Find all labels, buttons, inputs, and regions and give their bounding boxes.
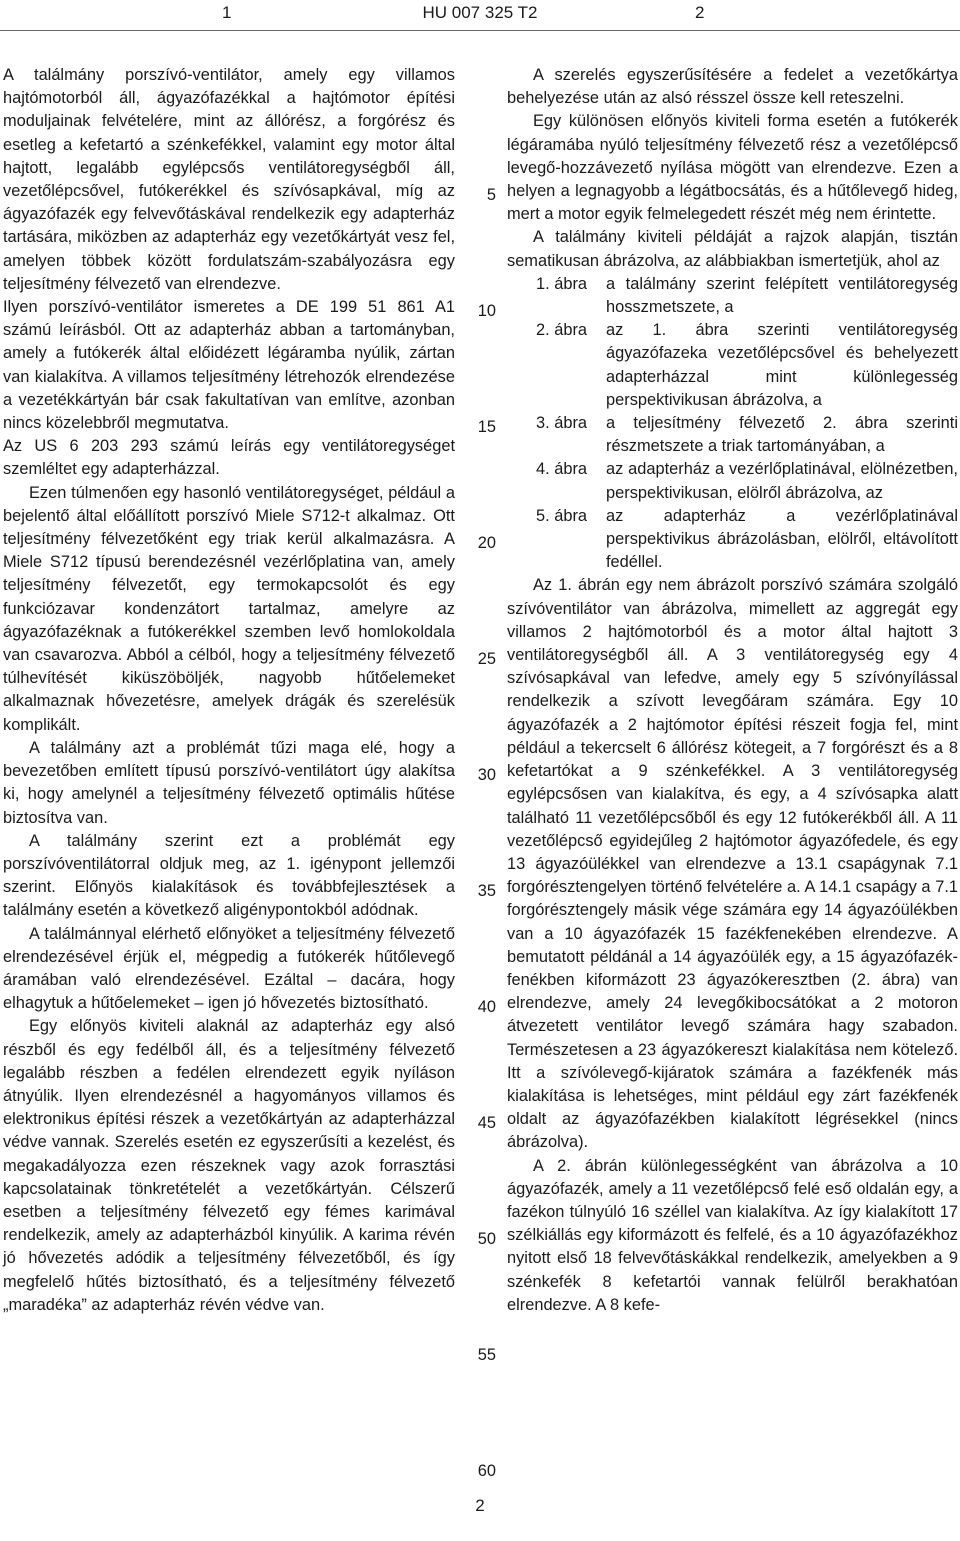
line-number: 15 xyxy=(477,418,496,436)
paragraph: Egy előnyös kiviteli alaknál az adapterház egy alsó részből és egy fedélből áll, és a teljesítmény félvezető legalább részben a fedélen elrendezett egyik nyíláson átnyúlik. Ilyen elrendezésnél a hagyományos villamos és elektronikus építési részek a vezetőkártyán az adapterházzal védve vannak. Szerelés esetén ez egyszerűsíti a kezelést, és megakadályozza ezen részeknek vagy azok forrasztási kapcsolatainak tönkretételét a vezetőkártyán. Célszerű esetben a teljesítmény félvezető egy fémes karimával rendelkezik, amely az adapterházból kinyúlik. A karima révén jó hővezetés adódik a teljesítmény félvezetőből, és így megfelelő hűtés biztosítható, és a teljesítmény félvezető „maradéka” az adapterház révén védve van. xyxy=(3,1017,455,1314)
figure-label: 5. ábra xyxy=(536,506,588,525)
page-header xyxy=(0,0,960,30)
page-footer: 2 xyxy=(475,1496,485,1515)
paragraph: A találmány azt a problémát tűzi maga elé, hogy a bevezetőben említett típusú porszívó-ventilátort úgy alakítsa ki, hogy amelynél a teljesítmény félvezető optimális hűtése biztosítva van. xyxy=(3,738,455,827)
figure-list xyxy=(507,273,958,575)
figure-item xyxy=(507,319,958,412)
line-number: 45 xyxy=(477,1114,496,1132)
right-column-body xyxy=(507,574,958,1317)
figure-item xyxy=(507,505,958,575)
paragraph: A találmány porszívó-ventilátor, amely egy villamos hajtómotorból áll, ágyazófazékkal a hajtómotor építési moduljainak felvételére, mint az állórész, a forgórész és esetleg a kefetartó a szénkefékkel, valamint egy motor által hajtott, legalább egylépcsős ventilátoregységből áll, vezetőlépcsővel, futókerékkel és szívósapkával, míg az ágyazófazék egy felvevőtáskával rendelkezik egy adapterház tartására, miközben az adapterház egy vezetőkártyát vesz fel, amelyen többek között fordulatszám-szabályozásra egy teljesítmény félvezető van elrendezve. xyxy=(3,66,455,293)
paragraph: A szerelés egyszerűsítésére a fedelet a vezetőkártya behelyezése után az alsó résszel össze kell reteszelni. xyxy=(507,66,958,108)
right-column xyxy=(507,64,958,1317)
right-column-intro xyxy=(507,64,958,273)
figure-description: a találmány szerint felépített ventilátoregység hosszmetszete, a xyxy=(606,274,958,317)
figure-item xyxy=(507,458,958,504)
line-number: 5 xyxy=(486,186,496,204)
paragraph: A 2. ábrán különlegességként van ábrázolva a 10 ágyazófazék, amely a 11 vezetőlépcső felé eső oldalán egy, a fazékon túlnyúló 16 széllel van kialakítva. Az így kialakított 17 szélkiállás egy kiformázott és felfelé, és a 10 ágyazófazékhoz nyitott első 18 felvevőtáskákkal rendelkezik, amelyekben a 9 szénkefék 8 kefetartói vannak felülről berakhatóan elrendezve. A 8 kefe- xyxy=(507,1156,958,1314)
figure-label: 3. ábra xyxy=(536,414,588,433)
figure-item xyxy=(507,273,958,319)
figure-description: az 1. ábra szerinti ventilátoregység ágyazófazeka vezetőlépcsővel és behelyezett adapterházzal mint különlegesség perspektivikusan ábrázolva, a xyxy=(606,321,958,409)
figure-label: 4. ábra xyxy=(536,460,588,479)
line-number: 50 xyxy=(477,1230,496,1248)
paragraph: Az US 6 203 293 számú leírás egy ventilátoregységet szemléltet egy adapterházzal. xyxy=(3,437,455,479)
paragraph: Az 1. ábrán egy nem ábrázolt porszívó számára szolgáló szívóventilátor van ábrázolva, mimellett az aggregát egy villamos 2 hajtómotorból és a motor által hajtott 3 ventilátoregységből áll. A 3 ventilátoregység egy 4 szívósapkával van lefedve, amely egy 5 szívónyílással rendelkezik a szívott levegőáram számára. Egy 10 ágyazófazék a 2 hajtómotor építési részeit fogja fel, mint például a tekercselt 6 állórész kötegeit, a 7 forgórészt és a 8 kefetartókat a 9 szénkefékkel. A 3 ventilátoregység egylépcsősen van kialakítva, és egy, a 4 szívósapka alatt található 11 vezetőlépcsőből és egy 12 futókerékből áll. A 11 vezetőlépcső egyidejűleg 2 hajtómotor ágyazófedele, és egy 13 ágyazóülékkel van elrendezve a 13.1 csapágynak 7.1 forgórésztengelyen történő felvételére a. A 14.1 csapágy a 7.1 forgórésztengely másik vége számára egy 14 ágyazóülékben van a 10 ágyazófazék 15 fazékfenekében elrendezve. A bemutatott példánál a 14 ágyazóülék egy, a 15 ágyazófazék-fenékben kiformázott 23 ágyazókeresztben (2. ábra) van elrendezve, amely 24 levegőkibocsátókat a 2 motoron átvezetett ventilátor levegő számára hagy szabadon. Természetesen a 23 ágyazókereszt kialakítása nem kötelező. Itt a szívólevegő-kijáratok számára a fazékfenék más kialakítása is lehetséges, mint például egy zárt fazékfenék oldalt az ágyazófazékben kialakított légrésekkel (nincs ábrázolva). xyxy=(507,576,958,1152)
figure-label: 1. ábra xyxy=(536,274,588,293)
line-number: 60 xyxy=(477,1462,496,1480)
figure-item xyxy=(507,412,958,458)
left-column xyxy=(3,64,455,1317)
header-page-right: 2 xyxy=(695,3,705,22)
header-rule xyxy=(0,30,960,31)
line-number: 25 xyxy=(477,650,496,668)
paragraph: A találmány szerint ezt a problémát egy porszívóventilátorral oldjuk meg, az 1. igénypont jellemzői szerint. Előnyös kialakítások és továbbfejlesztések a találmány esetén a következő aligénypontokból adódnak. xyxy=(3,831,455,920)
paragraph: A találmánnyal elérhető előnyöket a teljesítmény félvezető elrendezésével érjük el, mégpedig a futókerék hűtőlevegő áramában való elrendezésével. Ezáltal – dacára, hogy elhagytuk a hűtőelemeket – igen jó hővezetés biztosítható. xyxy=(3,924,455,1013)
line-number: 20 xyxy=(477,534,496,552)
header-doc-number: HU 007 325 T2 xyxy=(422,3,538,22)
line-number: 10 xyxy=(477,302,496,320)
figure-label: 2. ábra xyxy=(536,321,588,340)
paragraph: Ezen túlmenően egy hasonló ventilátoregységet, például a bejelentő által előállított porszívó Miele S712-t alkalmaz. Ott teljesítmény félvezetőként egy triak kerül alkalmazásra. A Miele S712 típusú berendezésnél vezérlőplatina van, amely teljesítmény félvezetőt, egy termokapcsolót és egy funkciózavar kondenzátort tartalmaz, amelyre az ágyazófazéknak a futókerékkel szemben levő homlokoldala van csavarozva. Abból a célból, hogy a teljesítmény félvezető túlhevítését kiküszöböljék, nagyobb hűtőelemeket alkalmaznak hővezetésre, amelyek drágák és szerelésük komplikált. xyxy=(3,483,455,734)
figure-description: a teljesítmény félvezető 2. ábra szerinti részmetszete a triak tartományában, a xyxy=(606,414,958,456)
line-number: 30 xyxy=(477,766,496,784)
line-number: 55 xyxy=(477,1346,496,1364)
paragraph: A találmány kiviteli példáját a rajzok alapján, tisztán sematikusan ábrázolva, az alábbiakban ismertetjük, ahol az xyxy=(507,228,958,270)
line-number: 35 xyxy=(477,882,496,900)
line-number: 40 xyxy=(477,998,496,1016)
paragraph: Egy különösen előnyös kiviteli forma esetén a futókerék légáramába nyúló teljesítmény félvezető rész a vezetőlépcső levegő-hozzávezető nyílása mögött van elrendezve. Ezen a helyen a legnagyobb a légátbocsátás, és a hűtőlevegő hideg, mert a motor egyik felmelegedett részét még nem érintette. xyxy=(507,112,958,224)
paragraph: Ilyen porszívó-ventilátor ismeretes a DE 199 51 861 A1 számú leírásból. Ott az adapterház abban a tartományban, amely a futókerék által előidézett légáramba nyúlik, zártan van kialakítva. A villamos teljesítmény létrehozók elrendezése a vezetékkártyán bár csak fakultatívan van említve, azonban nincs közelebbről megmutatva. xyxy=(3,298,455,433)
header-page-left: 1 xyxy=(222,3,232,22)
figure-description: az adapterház a vezérlőplatinával, elölnézetben, perspektivikusan, elölről ábrázolva, az xyxy=(606,460,958,502)
figure-description: az adapterház a vezérlőplatinával perspektivikus ábrázolásban, elölről, eltávolított fedéllel. xyxy=(606,506,958,572)
